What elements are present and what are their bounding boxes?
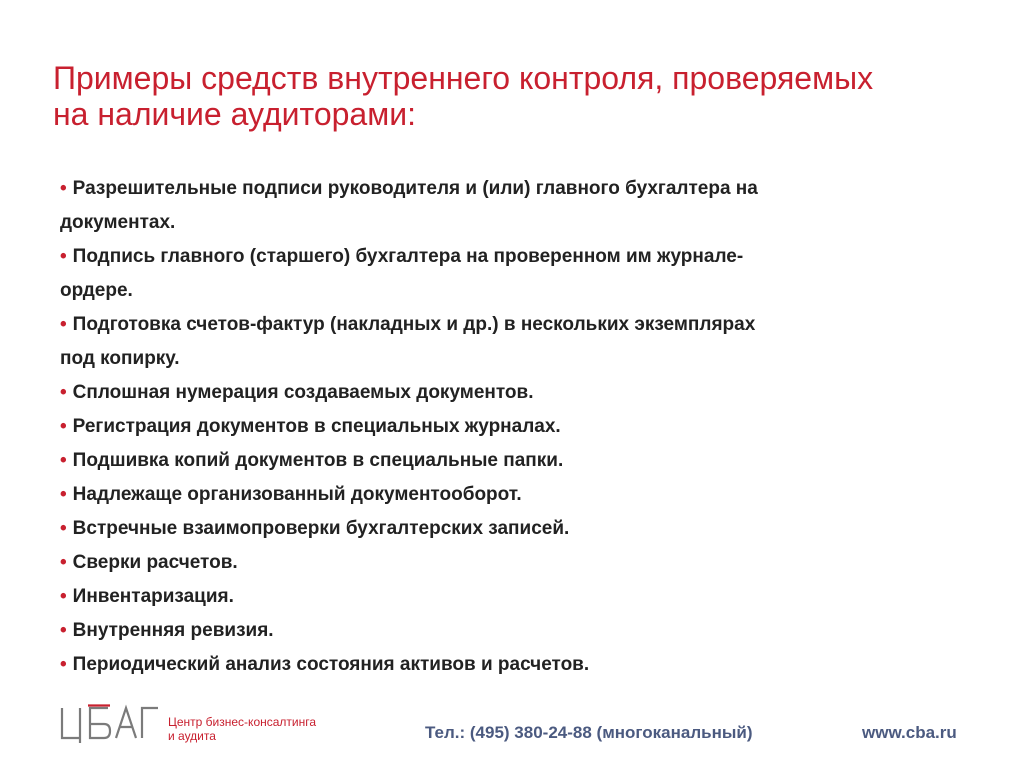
bullet-text: Инвентаризация. bbox=[72, 586, 234, 607]
logo-caption-line-1: Центр бизнес-консалтинга bbox=[168, 715, 317, 729]
bullet-item bbox=[60, 410, 940, 444]
bullet-line bbox=[60, 240, 940, 274]
website-link[interactable]: www.cba.ru bbox=[862, 723, 957, 742]
bullet-line bbox=[60, 172, 940, 206]
logo-caption bbox=[168, 715, 316, 743]
bullet-dot-icon: • bbox=[60, 552, 67, 573]
bullet-dot-icon: • bbox=[60, 450, 67, 471]
bullet-text: Встречные взаимопроверки бухгалтерских записей. bbox=[72, 518, 570, 539]
bullet-dot-icon: • bbox=[60, 620, 67, 641]
phone-number: Тел.: (495) 380-24-88 (многоканальный) bbox=[425, 723, 753, 742]
bullet-line bbox=[60, 580, 940, 614]
bullet-dot-icon: • bbox=[60, 314, 67, 335]
bullet-item bbox=[60, 444, 940, 478]
logo-caption-line-2: и аудита bbox=[168, 729, 216, 743]
bullet-line bbox=[60, 342, 940, 376]
bullet-text: Разрешительные подписи руководителя и (или) главного бухгалтера на bbox=[72, 178, 758, 199]
bullet-line bbox=[60, 546, 940, 580]
bullet-text: под копирку. bbox=[60, 348, 180, 369]
bullet-line bbox=[60, 410, 940, 444]
bullet-dot-icon: • bbox=[60, 382, 67, 403]
bullet-line bbox=[60, 376, 940, 410]
slide-title-line-1: Примеры средств внутреннего контроля, проверяемых bbox=[53, 60, 874, 96]
bullet-text: Подпись главного (старшего) бухгалтера на проверенном им журнале- bbox=[72, 246, 744, 267]
bullet-text: Подготовка счетов-фактур (накладных и др.) в нескольких экземплярах bbox=[72, 314, 756, 335]
bullet-dot-icon: • bbox=[60, 654, 67, 675]
bullet-text: Надлежаще организованный документооборот. bbox=[72, 484, 522, 505]
bullet-text: Периодический анализ состояния активов и расчетов. bbox=[72, 654, 590, 675]
bullet-line bbox=[60, 512, 940, 546]
bullet-text: документах. bbox=[60, 212, 176, 233]
bullet-item bbox=[60, 376, 940, 410]
bullet-text: Сверки расчетов. bbox=[72, 552, 238, 573]
bullet-line bbox=[60, 614, 940, 648]
bullet-dot-icon: • bbox=[60, 178, 67, 199]
bullet-dot-icon: • bbox=[60, 484, 67, 505]
bullet-item bbox=[60, 580, 940, 614]
slide-title bbox=[53, 60, 983, 132]
bullet-item bbox=[60, 648, 940, 682]
bullet-text: Внутренняя ревизия. bbox=[72, 620, 274, 641]
bullet-line bbox=[60, 478, 940, 512]
bullet-text: Сплошная нумерация создаваемых документов. bbox=[72, 382, 534, 403]
bullet-line bbox=[60, 444, 940, 478]
bullet-dot-icon: • bbox=[60, 518, 67, 539]
bullet-text: ордере. bbox=[60, 280, 133, 301]
bullet-item bbox=[60, 512, 940, 546]
bullet-line bbox=[60, 206, 940, 240]
bullet-line bbox=[60, 648, 940, 682]
bullet-text: Регистрация документов в специальных журналах. bbox=[72, 416, 561, 437]
bullet-line bbox=[60, 308, 940, 342]
bullet-dot-icon: • bbox=[60, 416, 67, 437]
bullet-item bbox=[60, 240, 940, 308]
bullet-dot-icon: • bbox=[60, 586, 67, 607]
bullet-list bbox=[60, 172, 940, 682]
cba-logo bbox=[60, 704, 160, 744]
bullet-text: Подшивка копий документов в специальные папки. bbox=[72, 450, 564, 471]
bullet-item bbox=[60, 478, 940, 512]
footer bbox=[0, 690, 1024, 768]
bullet-item bbox=[60, 614, 940, 648]
bullet-item bbox=[60, 172, 940, 240]
bullet-line bbox=[60, 274, 940, 308]
bullet-item bbox=[60, 546, 940, 580]
bullet-item bbox=[60, 308, 940, 376]
slide-title-line-2: на наличие аудиторами: bbox=[53, 96, 416, 132]
bullet-dot-icon: • bbox=[60, 246, 67, 267]
